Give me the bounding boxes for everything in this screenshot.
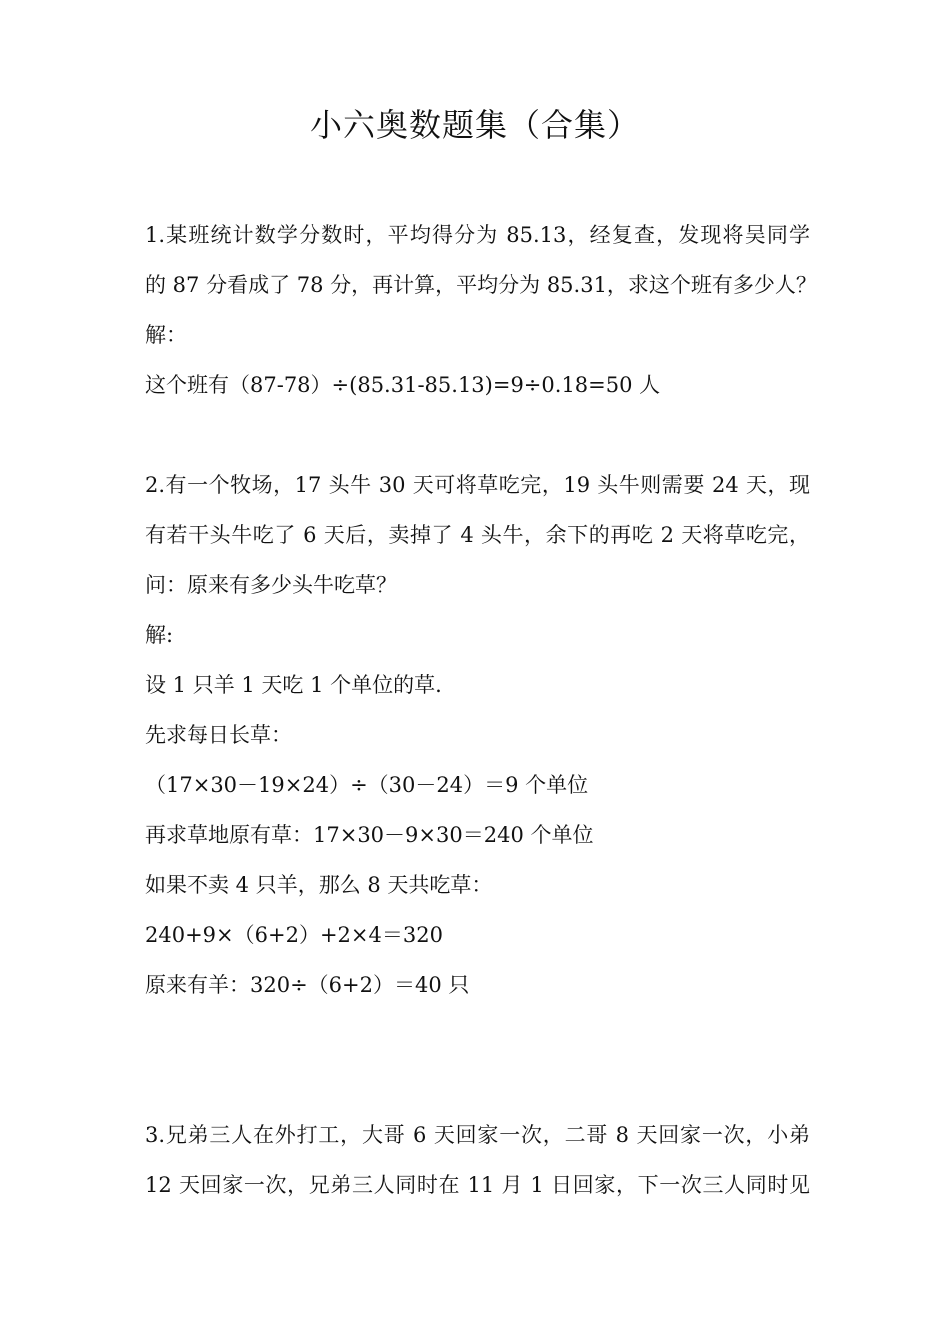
question-1-text-line-1: 1.某班统计数学分数时，平均得分为 85.13，经复查，发现将吴同学 <box>145 223 810 247</box>
question-1 <box>145 210 817 410</box>
document-body <box>145 210 817 1210</box>
question-2-step-6: 240+9×（6+2）+2×4＝320 <box>145 923 443 947</box>
spacer <box>145 1010 810 1110</box>
question-2-text-line-1: 2.有一个牧场，17 头牛 30 天可将草吃完，19 头牛则需要 24 天，现 <box>145 473 810 497</box>
question-2 <box>145 460 810 1010</box>
question-2-step-7: 原来有羊：320÷（6+2）＝40 只 <box>145 973 470 997</box>
spacer <box>145 410 810 460</box>
question-2-step-1: 设 1 只羊 1 天吃 1 个单位的草. <box>145 673 442 697</box>
document-title: 小六奥数题集（合集） <box>309 106 640 144</box>
question-2-step-3: （17×30－19×24）÷（30－24）＝9 个单位 <box>145 773 589 797</box>
question-3-text-line-1: 3.兄弟三人在外打工，大哥 6 天回家一次，二哥 8 天回家一次，小弟 <box>145 1123 810 1147</box>
question-2-step-5: 如果不卖 4 只羊，那么 8 天共吃草： <box>145 873 493 897</box>
question-2-text-line-3: 问：原来有多少头牛吃草？ <box>145 573 397 597</box>
question-1-solution: 这个班有（87-78）÷(85.31-85.13)=9÷0.18=50 人 <box>145 373 661 397</box>
question-2-step-4: 再求草地原有草：17×30－9×30＝240 个单位 <box>145 823 594 847</box>
question-3 <box>145 1110 810 1210</box>
question-1-answer-label: 解： <box>145 323 187 347</box>
question-1-text-line-2: 的 87 分看成了 78 分，再计算，平均分为 85.31，求这个班有多少人？ <box>145 273 817 297</box>
question-3-text-line-2: 12 天回家一次，兄弟三人同时在 11 月 1 日回家，下一次三人同时见 <box>145 1173 810 1197</box>
question-2-answer-label: 解: <box>145 623 174 647</box>
question-2-text-line-2: 有若干头牛吃了 6 天后，卖掉了 4 头牛，余下的再吃 2 天将草吃完， <box>145 523 810 547</box>
question-2-step-2: 先求每日长草： <box>145 723 292 747</box>
